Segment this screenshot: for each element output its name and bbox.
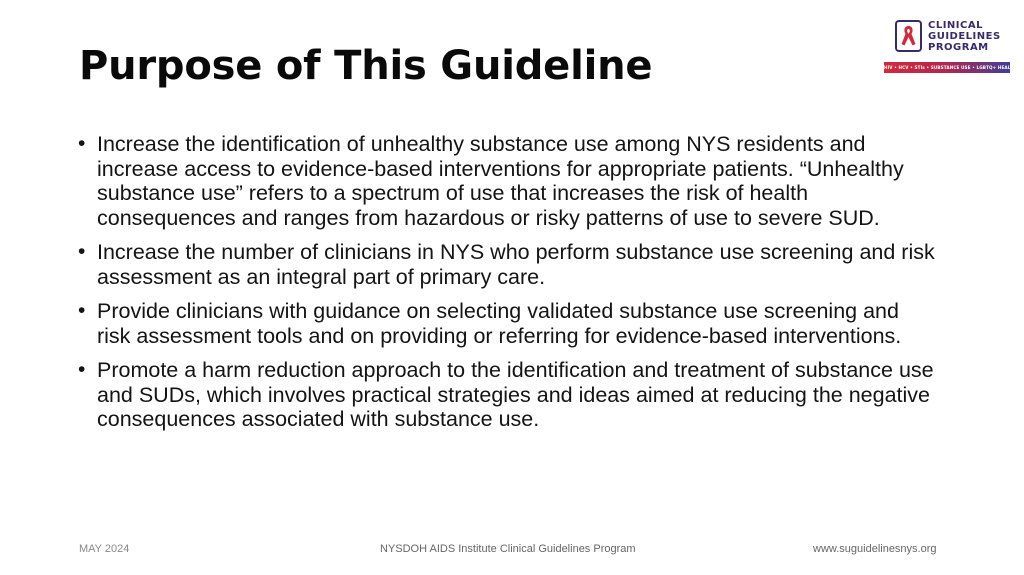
clinical-guidelines-program-logo (884, 17, 1017, 75)
logo-line-program: PROGRAM (928, 42, 989, 53)
logo-line-guidelines: GUIDELINES (928, 31, 1001, 42)
bullet-text: Provide clinicians with guidance on selecting validated substance use screening and risk assessment tools and on providing or referring for evidence-based interventions. (97, 299, 902, 348)
bullet-item (77, 132, 937, 230)
logo-wordmark (928, 20, 1001, 53)
bullet-text: Increase the identification of unhealthy substance use among NYS residents and increase access to evidence-based interventions for appropriate patients. “Unhealthy substance use” refers to a spectrum of use that increases the risk of health consequences and ranges from hazardous or risky patterns of use to severe SUD. (97, 132, 904, 230)
bullet-item (77, 358, 937, 432)
slide-title: Purpose of This Guideline (79, 43, 653, 89)
footer-website: www.suguidelinesnys.org (813, 543, 937, 555)
bullet-dot-icon: • (78, 358, 86, 381)
bullet-item (77, 240, 937, 289)
bullet-text: Promote a harm reduction approach to the identification and treatment of substance use and SUDs, which involves practical strategies and ideas aimed at reducing the negative consequences associated with substance use. (97, 358, 934, 431)
bullet-dot-icon: • (78, 132, 86, 155)
footer-program-name: NYSDOH AIDS Institute Clinical Guidelines Program (380, 543, 636, 555)
bullet-dot-icon: • (78, 240, 86, 263)
awareness-ribbon-icon (895, 20, 922, 52)
logo-tagline: HIV • HCV • STIs • SUBSTANCE USE • LGBTQ+ HEALTH (884, 62, 1010, 73)
footer-date: MAY 2024 (79, 543, 130, 555)
bullet-dot-icon: • (78, 299, 86, 322)
bullet-text: Increase the number of clinicians in NYS who perform substance use screening and risk assessment as an integral part of primary care. (97, 240, 935, 289)
bullet-item (77, 299, 937, 348)
logo-line-clinical: CLINICAL (928, 20, 983, 31)
bullet-list (77, 132, 937, 442)
